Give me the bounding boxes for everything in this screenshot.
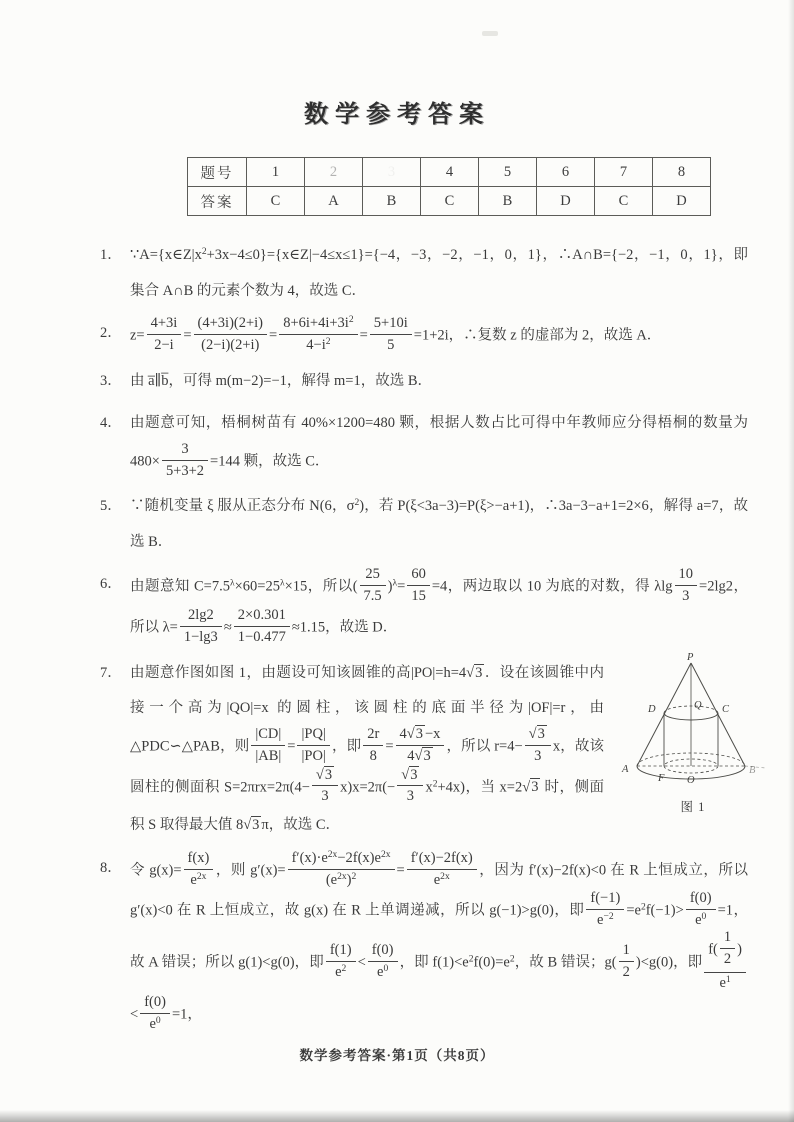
text-run: 5+10i (373, 315, 408, 332)
text-run: |AB| (255, 747, 282, 764)
fraction-numerator (312, 766, 338, 787)
math-fraction (180, 606, 222, 647)
text-run: f(0)=e (473, 954, 510, 971)
math-superscript: 0 (701, 911, 707, 923)
figure-1 (614, 650, 772, 823)
text-run: = (397, 579, 406, 596)
solution-item (100, 651, 756, 844)
text-run: = (385, 738, 394, 755)
text-run: ×60=25 (234, 579, 280, 596)
fraction-denominator (147, 335, 182, 355)
math-fraction (234, 606, 290, 647)
text-run: x (425, 779, 433, 796)
solution-item (100, 848, 748, 1036)
text-run: =144 颗，故选 C． (210, 453, 330, 470)
text-run: −2f(x)e (337, 849, 381, 866)
fraction-denominator (407, 870, 477, 890)
text-run: =2lg2，所以 λ= (130, 579, 748, 636)
text-run: ≈ (223, 619, 232, 636)
fraction-denominator (720, 949, 735, 969)
fraction-numerator (619, 941, 634, 962)
text-run: = (359, 327, 368, 344)
fraction-denominator (368, 962, 398, 982)
label-D: D (648, 703, 656, 715)
page-title: 数学参考答案 (304, 102, 490, 128)
math-superscript: −2 (603, 911, 614, 923)
text-run: = (183, 327, 192, 344)
text-run: 5+3+2 (165, 462, 205, 479)
text-run: f(0) (144, 993, 166, 1010)
text-run: e (695, 912, 702, 929)
answer-cell: C (595, 187, 653, 216)
math-fraction (586, 889, 624, 930)
fraction-numerator (288, 849, 395, 870)
text-run: 1 (622, 942, 630, 959)
sqrt-radicand: 3 (423, 747, 431, 764)
math-superscript: λ (229, 577, 235, 589)
text-run: (2−i)(2+i) (201, 336, 260, 353)
math-sqrt: √3 (466, 664, 483, 681)
solution-text (130, 238, 748, 309)
fraction-denominator (251, 746, 285, 766)
text-run: 10 (678, 566, 694, 583)
question-number-cell: 4 (421, 158, 479, 187)
answer-table (187, 157, 711, 216)
math-superscript: 2x (380, 848, 391, 860)
text-run: 60 (411, 566, 426, 583)
math-fraction (397, 766, 423, 807)
math-fraction (619, 941, 634, 982)
fraction-numerator (147, 314, 182, 335)
text-run: x)x=2π(− (340, 779, 396, 796)
text-run: ) (387, 579, 393, 596)
text-run: 3 (682, 588, 690, 605)
solution-item (100, 489, 748, 560)
math-superscript: 2 (468, 953, 474, 965)
fraction-numerator (326, 941, 356, 962)
fraction-numerator (368, 941, 398, 962)
math-fraction (312, 766, 338, 807)
math-superscript: 2x (337, 870, 347, 882)
text-run: 1 (723, 929, 732, 946)
math-superscript: 2 (348, 313, 354, 325)
math-superscript: 2 (640, 901, 646, 913)
fraction-numerator (184, 849, 214, 870)
fraction-numerator (586, 889, 624, 910)
math-sqrt: √3 (528, 725, 545, 742)
text-run: |CD| (255, 725, 282, 742)
answer-cell: D (653, 187, 711, 216)
cone-cylinder-figure (614, 650, 772, 792)
text-run: 4 (407, 747, 415, 764)
fraction-denominator (194, 335, 267, 355)
text-run: )<g(0)，即 (635, 954, 703, 971)
text-run: |PO| (301, 747, 326, 764)
solution-text (130, 489, 748, 560)
text-run: 3 (406, 788, 414, 805)
text-run: 3 (321, 788, 329, 805)
sqrt-radicand: 3 (252, 817, 260, 834)
math-sqrt: √3 (522, 779, 539, 796)
fraction-numerator (363, 725, 383, 746)
text-run: f(−1)> (645, 903, 684, 920)
solution-text (130, 651, 756, 844)
math-superscript: 2 (351, 870, 357, 882)
question-number-row-label: 题号 (188, 158, 247, 187)
fraction-denominator (279, 335, 357, 355)
text-run: π，故选 C． (261, 817, 341, 834)
text-run: ．设在该圆锥中内接一个高为|QO|=x 的圆柱，该圆柱的底面半径为|OF|=r，由 △PDC∽△PAB，则 (130, 664, 605, 755)
text-run: e (377, 963, 384, 980)
math-fraction (184, 849, 214, 890)
fraction-numerator (251, 725, 285, 746)
math-fraction (279, 314, 357, 355)
math-fraction (162, 440, 208, 481)
fraction-numerator (297, 725, 329, 746)
math-superscript: 2x (327, 848, 338, 860)
text-run: e (149, 1015, 156, 1032)
fraction-denominator (675, 586, 698, 606)
text-run: 令 g(x)= (130, 862, 182, 879)
figure-caption: 图 1 (680, 799, 706, 814)
text-run: 时，侧面积 S 取得最大值 8 (130, 779, 604, 834)
math-fraction (407, 565, 430, 606)
solution-item (100, 238, 748, 309)
fraction-denominator (525, 746, 551, 766)
text-run: ) (346, 871, 352, 888)
fraction-denominator (312, 786, 338, 806)
text-run: |PQ| (301, 725, 326, 742)
label-A: A (622, 763, 629, 775)
text-run: 3 (534, 747, 542, 764)
question-number-cell: 3 (363, 158, 421, 187)
solution-number: 6． (100, 576, 122, 593)
text-run: 由 a̅∥b̅，可得 m(m−2)=−1，解得 m=1，故选 B． (130, 372, 433, 389)
math-superscript: λ (279, 577, 285, 589)
math-fraction (396, 725, 445, 766)
fraction-denominator (396, 746, 445, 766)
text-run: 8+6i+4i+3i (283, 315, 349, 332)
math-superscript: λ (392, 577, 398, 589)
fraction-numerator (162, 440, 208, 461)
fraction-denominator (363, 746, 383, 766)
answer-row (188, 187, 711, 216)
question-number-cell: 2 (305, 158, 363, 187)
fraction-denominator (619, 962, 634, 982)
solution-text (130, 313, 748, 357)
solutions-list (100, 238, 756, 1035)
math-fraction (368, 941, 398, 982)
text-run: 4−i (306, 336, 326, 353)
math-sqrt: √3 (406, 725, 423, 742)
fraction-numerator (279, 314, 357, 335)
text-run: 2lg2 (187, 607, 214, 624)
fraction-denominator (326, 962, 356, 982)
fraction-denominator (407, 586, 430, 606)
text-run: f(0) (689, 890, 712, 907)
math-fraction (407, 849, 477, 890)
text-run: < (130, 1006, 139, 1023)
math-fraction (326, 941, 356, 982)
fraction-denominator (288, 870, 395, 890)
text-run: 3 (181, 440, 189, 457)
solution-item (100, 406, 748, 482)
answer-cell: C (421, 187, 479, 216)
fraction-denominator (140, 1014, 170, 1034)
solution-item (100, 313, 748, 357)
text-run: 由题意作图如图 1，由题设可知该圆锥的高|PO|=h=4 (130, 664, 467, 681)
question-number-cell: 1 (247, 158, 305, 187)
math-fraction (704, 930, 746, 993)
solution-number: 4． (100, 415, 122, 432)
text-run: z= (130, 327, 145, 344)
fraction-numerator (397, 766, 423, 787)
text-run: e (597, 912, 604, 929)
text-run: 15 (411, 588, 426, 605)
fraction-denominator (704, 973, 746, 993)
text-run: 由题意知 C=7.5 (130, 579, 230, 596)
math-sqrt: √3 (401, 766, 418, 783)
text-run: f′(x)·e (291, 849, 328, 866)
math-fraction (370, 314, 412, 355)
math-fraction (720, 928, 735, 969)
text-run: 8 (369, 747, 377, 764)
fraction-denominator (360, 586, 386, 606)
text-run: )，若 P(ξ<3a−3)=P(ξ>−a+1)，∴3a−3−a+1=2×6，解得 a=7，故选 B． (130, 498, 748, 550)
answer-cell: D (537, 187, 595, 216)
sqrt-radicand: 3 (537, 725, 545, 742)
text-run: 25 (365, 566, 380, 583)
answer-table-body (188, 158, 711, 216)
fraction-denominator (586, 910, 624, 930)
text-run: 2×0.301 (237, 607, 286, 624)
sqrt-radicand: 3 (415, 725, 423, 742)
fraction-denominator (397, 786, 423, 806)
text-run: 1−lg3 (183, 629, 218, 645)
question-number-cell: 8 (653, 158, 711, 187)
text-run: ，所以 r=4− (446, 738, 523, 755)
solution-number: 8． (100, 859, 122, 876)
text-run: 1−0.477 (237, 629, 286, 645)
math-fraction (147, 314, 182, 355)
fraction-denominator (184, 870, 214, 890)
solution-item (100, 567, 748, 648)
text-run: ，即 f(1)<e (399, 954, 469, 971)
text-run: = (269, 327, 278, 344)
text-run: +4x)，当 x=2 (437, 779, 523, 796)
fraction-numerator (180, 606, 222, 627)
fraction-denominator (162, 461, 208, 481)
fraction-numerator (407, 565, 430, 586)
text-run: e (335, 963, 342, 980)
solution-text (130, 848, 748, 1036)
question-number-cell: 5 (479, 158, 537, 187)
label-Q: Q (694, 699, 702, 711)
math-fraction (525, 725, 551, 766)
fraction-denominator (297, 746, 329, 766)
solution-text (130, 406, 748, 482)
text-run: 4+3i (150, 315, 178, 332)
scan-artifact (482, 31, 498, 36)
math-sqrt: √3 (414, 747, 431, 764)
text-run: 5 (387, 336, 395, 353)
page-footer: 数学参考答案·第1页（共8页） (299, 1048, 495, 1063)
text-run: ≈1.15，故选 D． (291, 619, 398, 636)
math-superscript: 2 (432, 777, 438, 789)
fraction-numerator (234, 606, 290, 627)
text-run: (4+3i)(2+i) (197, 315, 264, 332)
text-run: = (396, 862, 405, 879)
answer-cell: C (247, 187, 305, 216)
text-run: ∵A={x∈Z|x (130, 247, 202, 263)
text-run: e (433, 871, 441, 888)
math-fraction (686, 889, 716, 930)
math-fraction (288, 849, 395, 890)
text-run: +3x−4≤0}={x∈Z|−4≤x≤1}={−4，−3，−2，−1，0，1}，∴A∩B={−2，−1，0，1}，即集合 A∩B 的元素个数为 4，故选 C． (130, 247, 748, 299)
text-run: 7.5 (363, 588, 382, 605)
text-run: 2r (367, 725, 380, 742)
math-sqrt: √3 (243, 817, 260, 834)
math-superscript: 1 (725, 973, 731, 985)
label-C: C (722, 703, 730, 715)
text-run: =1，故 A 错误；所以 g(1)<g(0)，即 (130, 903, 748, 971)
solution-item (100, 364, 748, 400)
fraction-numerator (140, 993, 170, 1014)
fraction-numerator (407, 849, 477, 870)
text-run: 4 (399, 725, 407, 742)
question-number-row (188, 158, 711, 187)
answer-cell: A (305, 187, 363, 216)
math-superscript: 2 (201, 245, 207, 257)
text-run: =4，两边取以 10 为底的对数，得 λlg (431, 579, 673, 596)
fraction-numerator (360, 565, 386, 586)
text-run: −x (424, 725, 441, 742)
sqrt-radicand: 3 (475, 664, 483, 681)
fraction-numerator (675, 565, 698, 586)
text-run: =1， (171, 1006, 202, 1023)
math-fraction (140, 993, 170, 1034)
text-run: f′(x)−2f(x) (410, 849, 473, 866)
text-run: ) (737, 941, 742, 958)
question-number-cell: 7 (595, 158, 653, 187)
math-superscript: 0 (155, 1014, 161, 1026)
text-run: 由题意可知，梧桐树苗有 40%×1200=480 颗，根据人数占比可得中年教师应分得梧桐的数量为 480× (130, 415, 748, 470)
text-run: 2−i (154, 336, 174, 353)
text-run: f(0) (371, 942, 394, 959)
fraction-denominator (686, 910, 716, 930)
solution-text (130, 364, 748, 400)
math-superscript: 2 (509, 953, 515, 965)
text-run: =e (626, 903, 641, 920)
fraction-denominator (180, 627, 222, 647)
fraction-numerator (720, 928, 735, 949)
question-number-cell: 6 (537, 158, 595, 187)
label-B: B (749, 764, 756, 776)
text-run: ，因为 f′(x)−2f(x)<0 在 R 上恒成立，所以 g′(x)<0 在 R 上恒成立，故 g(x) 在 R 上单调递减，所以 g(−1)>g(0)，即 (130, 862, 748, 920)
sqrt-radicand: 3 (531, 779, 539, 796)
label-F: F (658, 772, 665, 784)
math-fraction (363, 725, 383, 766)
fraction-numerator (704, 930, 746, 973)
answer-cell: B (363, 187, 421, 216)
label-P: P (687, 651, 694, 663)
text-run: ×15，所以( (284, 579, 358, 596)
math-superscript: 2x (440, 870, 450, 882)
solution-number: 2． (100, 325, 122, 342)
text-run: f(−1) (590, 890, 621, 907)
solution-text (130, 567, 748, 648)
solution-number: 5． (100, 498, 122, 515)
sqrt-radicand: 3 (324, 766, 333, 783)
text-run: 2 (622, 963, 630, 980)
fraction-numerator (194, 314, 267, 335)
solution-number: 3． (100, 372, 122, 389)
answer-row-label: 答案 (188, 187, 247, 216)
text-run: ，故 B 错误；g( (514, 954, 617, 971)
math-superscript: 2 (341, 962, 347, 974)
math-superscript: 2 (354, 497, 360, 509)
label-O: O (687, 774, 695, 786)
math-fraction (297, 725, 329, 766)
text-run: = (287, 738, 296, 755)
text-run: (e (325, 871, 338, 888)
solution-number: 1． (100, 247, 122, 263)
fraction-denominator (370, 335, 412, 355)
text-run: =1+2i，∴复数 z 的虚部为 2，故选 A． (413, 327, 662, 344)
text-run: f(x) (187, 849, 210, 866)
math-superscript: 2x (196, 870, 207, 882)
fraction-numerator (525, 725, 551, 746)
math-fraction (194, 314, 267, 355)
math-fraction (360, 565, 386, 606)
fraction-numerator (396, 725, 445, 746)
text-run: e (190, 871, 197, 888)
text-run: ∵随机变量 ξ 服从正态分布 N(6，σ (130, 498, 355, 515)
text-run: ，则 g′(x)= (215, 862, 286, 879)
fraction-numerator (370, 314, 412, 335)
solution-number: 7． (100, 664, 122, 681)
sqrt-radicand: 3 (410, 766, 418, 783)
text-run: x，故该圆柱的侧面积 S=2πrx=2π(4− (130, 738, 605, 796)
math-superscript: 0 (383, 962, 389, 974)
text-run: f( (708, 941, 718, 958)
math-fraction (675, 565, 698, 606)
answer-cell: B (479, 187, 537, 216)
math-sqrt: √3 (315, 766, 333, 783)
text-run: ，即 (331, 738, 362, 755)
fraction-numerator (686, 889, 716, 910)
text-run: f(1) (329, 942, 352, 959)
fraction-denominator (234, 627, 290, 647)
text-run: e (719, 974, 726, 991)
math-fraction (251, 725, 285, 766)
text-run: < (357, 954, 366, 971)
math-superscript: 2 (325, 335, 331, 347)
text-run: 2 (723, 950, 732, 967)
